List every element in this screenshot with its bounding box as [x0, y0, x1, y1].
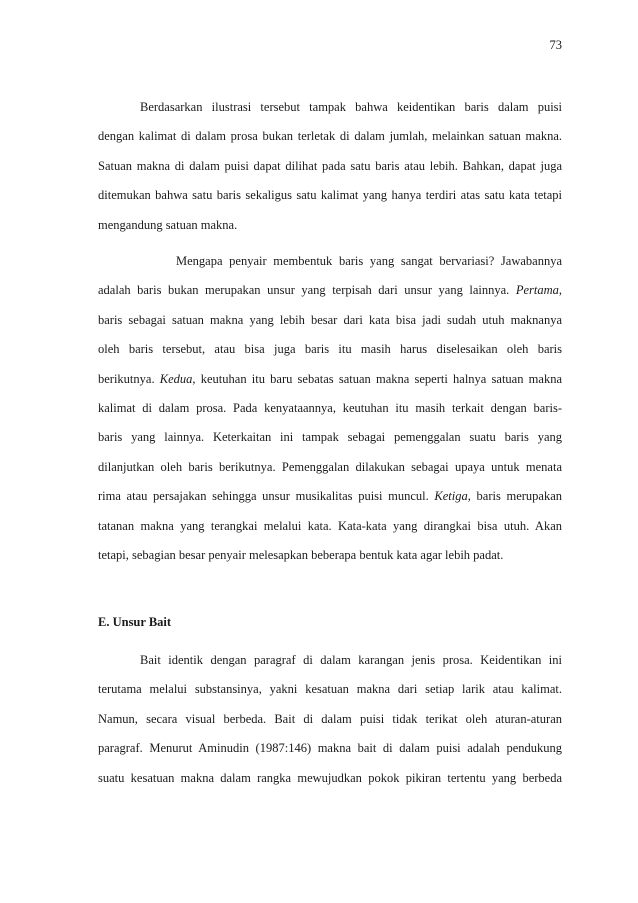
text-line: terutama melalui substansinya, yakni kesatuan makna dari setiap larik atau kalimat.: [98, 682, 562, 697]
document-body: [98, 93, 562, 793]
text-line: dilanjutkan oleh baris berikutnya. Pemenggalan dilakukan sebagai upaya untuk menata: [98, 459, 562, 474]
text-line: Namun, secara visual berbeda. Bait di dalam puisi tidak terikat oleh aturan-aturan: [98, 711, 562, 726]
text-line: berikutnya. Kedua, keutuhan itu baru sebatas satuan makna seperti halnya satuan makna: [98, 371, 562, 386]
text-line: baris sebagai satuan makna yang lebih besar dari kata bisa jadi sudah utuh maknanya: [98, 312, 562, 327]
text-line: adalah baris bukan merupakan unsur yang terpisah dari unsur yang lainnya. Pertama,: [98, 283, 562, 298]
text-line: Mengapa penyair membentuk baris yang sangat bervariasi? Jawabannya: [176, 254, 562, 269]
text-line: rima atau persajakan sehingga unsur musikalitas puisi muncul. Ketiga, baris merupakan: [98, 489, 563, 504]
text-line: baris yang lainnya. Keterkaitan ini tampak sebagai pemenggalan suatu baris yang: [98, 430, 562, 445]
page-number: 73: [549, 38, 562, 52]
text-line: tatanan makna yang terangkai melalui kata. Kata-kata yang dirangkai bisa utuh. Akan: [98, 518, 562, 533]
text-line: tetapi, sebagian besar penyair melesapkan beberapa bentuk kata agar lebih padat.: [98, 548, 504, 563]
text-line: mengandung satuan makna.: [98, 217, 238, 232]
emphasis-kedua: Kedua: [159, 371, 193, 386]
text-line: suatu kesatuan makna dalam rangka mewujudkan pokok pikiran tertentu yang berbeda: [98, 770, 562, 785]
emphasis-ketiga: Ketiga: [434, 489, 468, 504]
text-line: paragraf. Menurut Aminudin (1987:146) makna bait di dalam puisi adalah pendukung: [98, 741, 562, 756]
text-line: Satuan makna di dalam puisi dapat dilihat pada satu baris atau lebih. Bahkan, dapat juga: [98, 158, 562, 173]
paragraph-2: [98, 247, 562, 570]
text-line: kalimat di dalam prosa. Pada kenyataannya, keutuhan itu masih terkait dengan baris-: [98, 401, 562, 416]
emphasis-pertama: Pertama: [515, 283, 559, 298]
text-line: Berdasarkan ilustrasi tersebut tampak bahwa keidentikan baris dalam puisi: [140, 100, 562, 114]
section-heading: E. Unsur Bait: [98, 614, 172, 629]
text-line: Bait identik dengan paragraf di dalam karangan jenis prosa. Keidentikan ini: [140, 652, 562, 667]
paragraph-1: [98, 93, 562, 240]
text-line: dengan kalimat di dalam prosa bukan terletak di dalam jumlah, melainkan satuan makna.: [98, 129, 562, 144]
text-line: oleh baris tersebut, atau bisa juga baris itu masih harus diselesaikan oleh baris: [98, 342, 562, 357]
text-line: ditemukan bahwa satu baris sekaligus satu kalimat yang hanya terdiri atas satu kata tetapi: [98, 188, 562, 203]
paragraph-3: [98, 646, 562, 793]
